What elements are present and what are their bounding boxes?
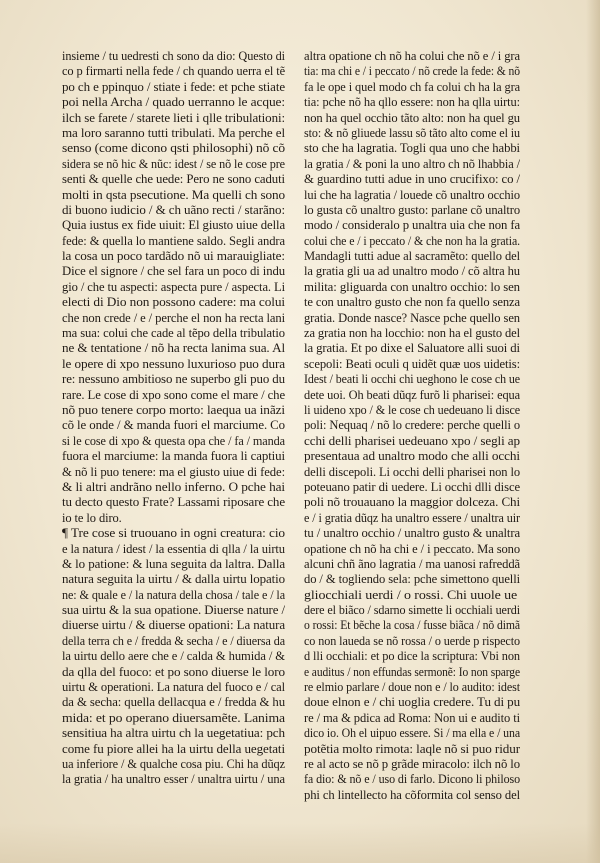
text-line: uirtu & operationi. La natura del fuoco e / cal xyxy=(62,680,285,695)
text-line: te con unaltro gusto che non fa quello senza xyxy=(304,295,520,310)
text-line: fa le ope i quel modo ch fa colui ch ha la gra xyxy=(304,79,520,94)
text-line: potẽtia molto rimota: laqle nõ si puo ridur xyxy=(304,741,520,756)
text-line: senso (come dicono qsti philosophi) nõ cõ xyxy=(62,141,285,156)
text-line: e / i gratia dũqz ha unaltro essere / unaltra uir xyxy=(304,510,520,525)
text-line: diuerse uirtu / & diuerse opationi: La natura xyxy=(62,618,285,633)
text-line: ¶ Tre cose si truouano in ogni creatura: cio xyxy=(62,526,285,541)
text-line: le opere di xpo nessuno luxurioso puo dura xyxy=(62,356,285,371)
text-line: molti in qsta psecutione. Ma quelli ch sono xyxy=(62,187,285,202)
text-line: fuora el marciume: la manda fuora li captiui xyxy=(62,449,285,464)
text-line: ilch se farete / starete lieti i qlle tribulationi: xyxy=(62,110,285,125)
text-line: fede: & quella lo mantiene saldo. Segli andra xyxy=(62,233,285,248)
text-line: tu decto questo Frate? Lassami riposare che xyxy=(62,495,285,510)
text-line: della terra ch e / fredda & secha / e / diuersa da xyxy=(62,633,285,648)
text-line: & nõ li puo tenere: ma el giusto uiue di fede: xyxy=(62,464,285,479)
text-line: natura seguita la uirtu / & dalla uirtu lopatio xyxy=(62,572,285,587)
text-line: mida: et po operano diuersamẽte. Lanima xyxy=(62,710,285,725)
text-line: gio / che tu aspecti: aspecta pure / aspecta. Li xyxy=(62,279,285,294)
text-line: io te lo diro. xyxy=(62,510,122,525)
text-line: non ha quel occhio tãto alto: non ha quel gu xyxy=(304,110,520,125)
text-line: Dice el signore / che sel fara un poco di indu xyxy=(62,264,285,279)
text-line: e la natura / idest / la essentia di qlla / la uirtu xyxy=(62,541,285,556)
text-line: Idest / beati li occhi chi ueghono le cose ch ue xyxy=(304,372,520,387)
text-line: la cosa un poco tardãdo nõ ui marauigliate: xyxy=(62,249,285,264)
text-line: la gratia / ha unaltro esser / unaltra uirtu / una xyxy=(62,772,285,787)
text-line: e auditus / non effundas sermonẽ: Io non sparge xyxy=(304,664,520,679)
text-line: alcuni chñ ãno lagratia / ma uanosi rafreddã xyxy=(304,556,520,571)
text-line: modo / consideralo p unaltra uia che non fa xyxy=(304,218,520,233)
left-text-column xyxy=(62,49,285,811)
text-line: opatione ch nõ ha chi e / i peccato. Ma sono xyxy=(304,541,520,556)
text-line: tu / unaltro occhio / unaltro gusto & unaltra xyxy=(304,526,520,541)
text-line: da qlla del fuoco: et po sono diuerse le loro xyxy=(62,664,285,679)
text-line: tia: pche nõ ha qllo essere: non ha qlla uirtu: xyxy=(304,95,520,110)
text-line: sensitiua ha altra uirtu ch la uegetatiua: pch xyxy=(62,726,285,741)
text-line: nõ puo tenere corpo morto: laequa ua inãzi xyxy=(62,402,285,417)
text-line: li uideno xpo / & le cose ch uedeuano li disce xyxy=(304,402,520,417)
text-line: insieme / tu uedresti ch sono da dio: Questo di xyxy=(62,49,285,63)
text-line: Mandagli tutti adue al sacramẽto: quello del xyxy=(304,249,520,264)
text-line: delli discepoli. Li occhi delli pharisei non lo xyxy=(304,464,520,479)
text-line: cõ le onde / & manda fuori el marciume. Co xyxy=(62,418,285,433)
text-line: ua inferiore / & qualche cosa piu. Chi ha dũqz xyxy=(62,756,285,771)
right-text-column xyxy=(304,49,520,811)
text-line: come fu piore allei ha la uirtu della uegetati xyxy=(62,741,285,756)
text-line: do / & togliendo sela: pche simettono quelli xyxy=(304,572,520,587)
text-line: poi nella Archa / quado uerranno le acque: xyxy=(62,95,285,110)
text-line: cchi delli pharisei uedeuano xpo / segli ap xyxy=(304,433,520,448)
text-line: lo gusta cõ unaltro gusto: parlane cõ unaltro xyxy=(304,202,520,217)
text-line: d lli occhiali: et po dice la scriptura: Vbi non xyxy=(304,649,520,664)
text-line: dere el biãco / sdarno simette li occhiali uerdi xyxy=(304,603,520,618)
text-line: dico io. Oh el uipuo essere. Si / ma ella e / una xyxy=(304,726,520,741)
text-line: ne & tentatione / nõ ha recta lanima sua. Al xyxy=(62,341,285,356)
text-line: tia: ma chi e / i peccato / nõ crede la fede: & nõ xyxy=(304,64,520,79)
text-line: di buono iudicio / & ch uãno recti / starãno: xyxy=(62,202,285,217)
text-line: & li altri andrãno nello inferno. O pche hai xyxy=(62,479,285,494)
text-line: poli nõ trouauano la maggior dolceza. Chi xyxy=(304,495,520,510)
text-line: re / ma & pdica ad Roma: Non ui e audito ti xyxy=(304,710,520,725)
text-line: presentaua ad unaltro modo che alli occhi xyxy=(304,449,520,464)
text-line: milita: gliguarda con unaltro occhio: lo sen xyxy=(304,279,520,294)
text-line: po ch e ppinquo / stiate i fede: et pche stiate xyxy=(62,79,285,94)
text-line: phi ch lintellecto ha cõformita col senso del xyxy=(304,787,520,802)
text-line: gliocchiali uerdi / o rossi. Chi uuole ue xyxy=(304,587,518,602)
text-line: & guardino tutti adue in uno crucifixo: co / xyxy=(304,172,520,187)
text-line: la gratia / & poni la uno altro ch nõ lhabbia / xyxy=(304,156,520,171)
text-line: Quia iustus ex fide uiuit: El giusto uiue della xyxy=(62,218,285,233)
text-line: sto che ha lagratia. Togli qua uno che habbi xyxy=(304,141,520,156)
text-line: sua uirtu & la sua opatione. Diuerse nature / xyxy=(62,603,285,618)
text-line: lui che ha lagratia / louede cõ unaltro occhio xyxy=(304,187,520,202)
text-line: gratia. Donde nasce? Nasce pche quello sen xyxy=(304,310,520,325)
text-line: altra opatione ch nõ ha colui che nõ e / i gra xyxy=(304,49,520,63)
text-line: la gratia. Et po dixe el Saluatore alli suoi di xyxy=(304,341,520,356)
text-line: la uirtu dello aere che e / calda & humida / & xyxy=(62,649,285,664)
text-line: ne: & quale e / la natura della chosa / tale e / la xyxy=(62,587,285,602)
text-line: che non crede / e / perche el non ha recta lani xyxy=(62,310,285,325)
text-line: poteuano patir di uedere. Li occhi dlli disce xyxy=(304,479,520,494)
text-line: colui che e / i peccato / & che non ha la gratia. xyxy=(304,233,520,248)
text-line: doue elnon e / chi uoglia credere. Tu di pu xyxy=(304,695,520,710)
text-line: co p firmarti nella fede / ch quando uerra el tẽ xyxy=(62,64,285,79)
text-line: za gratia non ha locchio: non ha el gusto del xyxy=(304,326,520,341)
text-line: scepoli: Beati oculi q uidẽt quæ uos uidetis: xyxy=(304,356,520,371)
text-line: da & secha: quella dellacqua e / fredda & hu xyxy=(62,695,285,710)
text-line: ma sua: colui che cade al tẽpo della tribulatio xyxy=(62,326,285,341)
text-line: re: nessuno ambitioso ne superbo gli puo du xyxy=(62,372,285,387)
text-line: co non laueda se nõ rossa / o uerde p rispecto xyxy=(304,633,520,648)
text-line: re elmio parlare / doue non e / lo audito: idest xyxy=(304,680,520,695)
text-line: re al acto se nõ p grãde miracolo: ilch nõ lo xyxy=(304,756,520,771)
text-line: ma loro saranno tutti tribulati. Ma perche el xyxy=(62,125,285,140)
text-line: electi di Dio non possono cadere: ma colui xyxy=(62,295,285,310)
text-line: o rossi: Et bẽche la cosa / fusse biãca / nõ dimã xyxy=(304,618,520,633)
text-line: la gratia gli ua ad unaltro modo / cõ altra hu xyxy=(304,264,520,279)
text-line: senti & quelle che uede: Pero ne sono caduti xyxy=(62,172,285,187)
text-line: & lo patione: & luna seguita da laltra. Dalla xyxy=(62,556,285,571)
text-line: dete uoi. Oh beati dũqz furõ li pharisei: equa xyxy=(304,387,520,402)
text-line: si le cose di xpo & questa opa che / fa / manda xyxy=(62,433,285,448)
text-line: rare. Le cose di xpo sono come el mare / che xyxy=(62,387,285,402)
text-line: poli: Nequaq / nõ lo credere: perche quelli o xyxy=(304,418,520,433)
text-line: sto: & nõ gliuede lassu sõ tãto alto come el iu xyxy=(304,125,520,140)
text-line: fa dio: & nõ e / uso di farlo. Dicono li philoso xyxy=(304,772,520,787)
text-line: sidera se nõ hic & nũc: idest / se nõ le cose pre xyxy=(62,156,285,171)
